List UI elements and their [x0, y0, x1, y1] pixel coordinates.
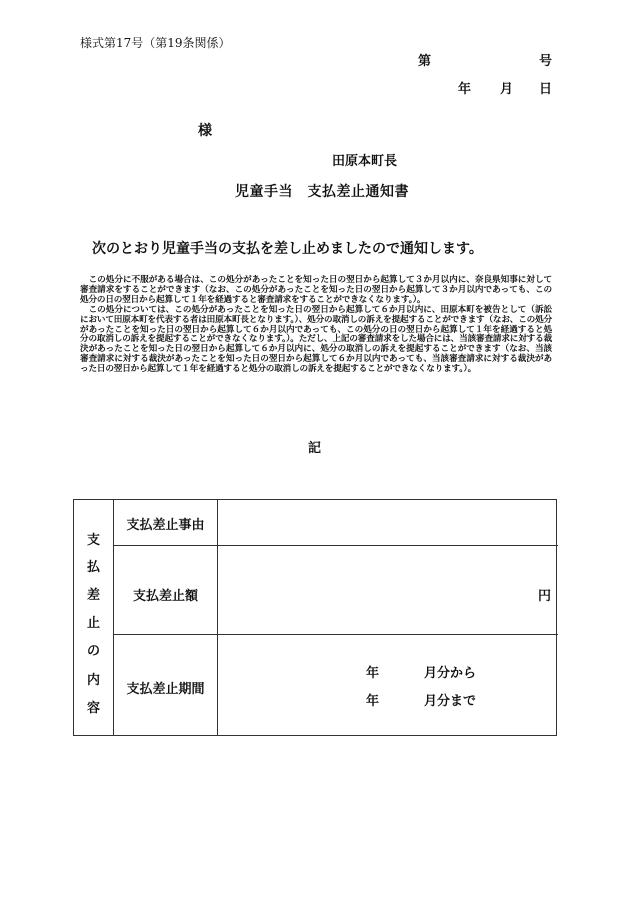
appeal-notice — [80, 276, 552, 375]
amount-unit: 円 — [537, 589, 551, 604]
period-from-month: 月分から — [424, 666, 477, 681]
table-divider — [113, 500, 114, 735]
table-divider — [113, 634, 558, 635]
period-label: 支払差止期間 — [126, 682, 205, 697]
document-number-prefix: 第 — [418, 54, 432, 69]
side-label-char: の — [86, 644, 100, 659]
table-divider — [217, 500, 218, 735]
ki-label: 記 — [308, 441, 322, 456]
date-year-label: 年 — [458, 82, 472, 97]
addressee-suffix: 様 — [198, 123, 212, 139]
amount-label: 支払差止額 — [132, 589, 198, 604]
period-to-month: 月分まで — [424, 694, 477, 709]
date-month-label: 月 — [500, 82, 514, 97]
side-label-char: 容 — [86, 701, 100, 716]
side-label-char: 止 — [86, 616, 100, 631]
appeal-notice-paragraph-1: この処分に不服がある場合は、この処分があったことを知った日の翌日から起算して３か月以内に、奈良県知事に対して審査請求をすることができます（なお、この処分があったことを知った日の翌日から起算して３か月以内であっても、この処分の日の翌日から起算して１年を経過すると審査請求をすることができなくなります。）。 — [80, 275, 552, 305]
table-divider — [113, 545, 558, 546]
period-from-year: 年 — [366, 666, 380, 681]
side-label-char: 支 — [86, 533, 100, 548]
form-number: 様式第17号（第19条関係） — [80, 36, 231, 50]
period-to-year: 年 — [366, 694, 380, 709]
side-label-char: 払 — [86, 560, 100, 575]
document-title: 児童手当 支払差止通知書 — [235, 184, 409, 200]
reason-label: 支払差止事由 — [126, 518, 205, 533]
appeal-notice-paragraph-2: この処分については、この処分があったことを知った日の翌日から起算して６か月以内に、田原本町を被告として（訴訟において田原本町を代表する者は田原本町長となります。）、処分の取消しの訴えを提起することができます（なお、この処分があったことを知った日の翌日から起算して６か月以内であっても、この処分の日の翌日から起算して１年を経過すると処分の取消しの訴えを提起することができなくなります。）。ただし、上記の審査請求をした場合には、当該審査請求に対する裁決があったことを知った日の翌日から起算して６か月以内に、処分の取消しの訴えを提起することができます（なお、当該審査請求に対する裁決があったことを知った日の翌日から起算して６か月以内であっても、当該審査請求に対する裁決があった日の翌日から起算して１年を経過すると処分の取消しの訴えを提起することができなくなります。）。 — [80, 304, 553, 375]
issuer-name: 田原本町長 — [332, 154, 398, 169]
suspension-details-table — [73, 499, 557, 736]
lead-text: 次のとおり児童手当の支払を差し止めましたので通知します。 — [92, 241, 483, 257]
date-day-label: 日 — [538, 82, 552, 97]
side-label-char: 差 — [86, 588, 100, 603]
document-number-suffix: 号 — [538, 54, 552, 69]
side-label-char: 内 — [86, 673, 100, 688]
